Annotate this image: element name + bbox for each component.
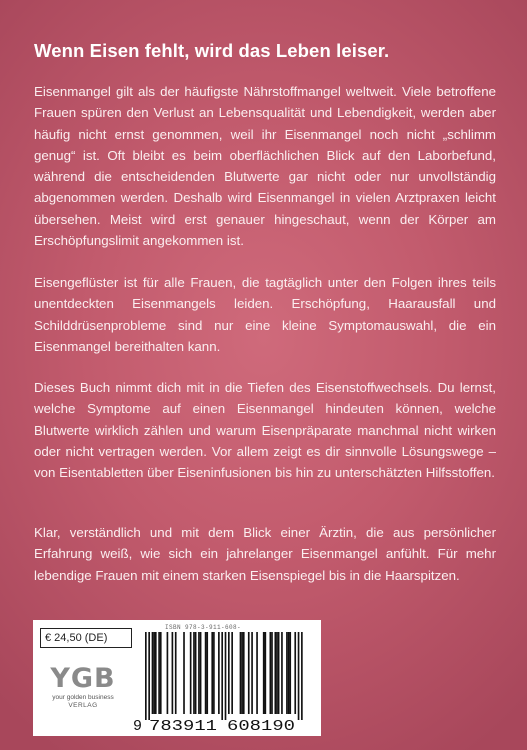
- barcode-bar: [198, 632, 200, 714]
- barcode-bar: [145, 632, 147, 720]
- barcode-bar: [270, 632, 272, 714]
- barcode-bar: [213, 632, 215, 714]
- barcode-bar: [289, 632, 291, 714]
- barcode-bar: [276, 632, 278, 714]
- barcode-first-digit: 9: [133, 718, 143, 732]
- barcode-bar: [256, 632, 258, 714]
- barcode-bar: [190, 632, 192, 714]
- publisher-logo-mark: YGB: [50, 663, 116, 694]
- barcode-bar: [160, 632, 162, 714]
- barcode-bar: [206, 632, 208, 714]
- barcode-bar: [228, 632, 230, 714]
- barcode-bar: [205, 632, 207, 714]
- barcode-bar: [298, 632, 300, 720]
- barcode-bar: [263, 632, 265, 714]
- publisher-logo: [43, 665, 123, 710]
- publisher-imprint: VERLAG: [68, 702, 98, 709]
- barcode-bar: [288, 632, 290, 714]
- barcode-bar: [183, 632, 185, 714]
- barcode-bar: [265, 632, 267, 714]
- barcode-bar: [294, 632, 296, 714]
- barcode-bar: [175, 632, 177, 714]
- barcode-bar: [240, 632, 242, 714]
- barcode-label: [33, 620, 321, 736]
- barcode-bar: [193, 632, 195, 714]
- barcode-bar: [301, 632, 303, 720]
- barcode-bar: [271, 632, 273, 714]
- barcode-bar: [172, 632, 174, 714]
- barcode-bar: [155, 632, 157, 714]
- barcode-bar: [218, 632, 220, 714]
- barcode-bar: [148, 632, 150, 720]
- barcode-bar: [274, 632, 276, 714]
- ean-barcode: [133, 632, 313, 732]
- barcode-left-digits: 783911: [149, 718, 217, 732]
- barcode-bar: [248, 632, 250, 714]
- blurb-paragraph-1: Eisenmangel gilt als der häufigste Nährstoffmangel weltweit. Viele betroffene Frauen spüren den Verlust an Lebensqualität und Lebendigkeit, werden aber häufig nicht ernst genommen, weil ihr Eisenmangel noch nicht „schlimm genug“ ist. Oft bleibt es beim oberflächlichen Blick auf den Laborbefund, während die entscheidenden Blutwerte gar nicht oder nur unvollständig abgenommen werden. Deshalb wird Eisenmangel in vielen Arztpraxen leicht übersehen. Meist wird erst genauer hingeschaut, wenn der Körper am Erschöpfungslimit angekommen ist.: [34, 84, 496, 249]
- barcode-bar: [241, 632, 243, 714]
- barcode-bar: [167, 632, 169, 714]
- blurb-paragraph-4: Klar, verständlich und mit dem Blick einer Ärztin, die aus persönlicher Erfahrung weiß, wie sich ein jahrelanger Eisenmangel anfühlt. Für mehr lebendige Frauen mit einem starken Eisenspiegel bis in die Haarspitzen.: [34, 525, 496, 583]
- barcode-bar: [281, 632, 283, 714]
- blurb-paragraph-2: Eisengeflüster ist für alle Frauen, die tagtäglich unter den Folgen ihres teils unentdeckten Eisenmangels leiden. Erschöpfung, Haarausfall und Schilddrüsenprobleme sind nur eine kleine Symptomauswahl, die ein Eisenmangel bereithalten kann.: [34, 275, 496, 354]
- barcode-bar: [221, 632, 223, 720]
- barcode-bar: [200, 632, 202, 714]
- barcode-bar: [153, 632, 155, 714]
- cover-headline: Wenn Eisen fehlt, wird das Leben leiser.: [34, 40, 390, 61]
- barcode-bar: [286, 632, 288, 714]
- barcode-bar: [195, 632, 197, 714]
- barcode-bar: [225, 632, 227, 720]
- publisher-name: your golden business: [52, 694, 114, 701]
- barcode-bar: [251, 632, 253, 714]
- barcode-bar: [243, 632, 245, 714]
- barcode-bar: [152, 632, 154, 714]
- barcode-bar: [231, 632, 233, 714]
- barcode-bar: [158, 632, 160, 714]
- barcode-bar: [211, 632, 213, 714]
- blurb-paragraph-3: Dieses Buch nimmt dich mit in die Tiefen des Eisenstoffwechsels. Du lernst, welche Symptome auf einen Eisenmangel hindeuten können, welche Blutwerte wirklich zählen und warum Eisenpräparate manchmal nicht wirken oder nicht vertragen werden. Vor allem zeigt es dir sinnvolle Lösungswege – von Eisentabletten über Eiseninfusionen bis hin zu unterschätzten Hilfsstoffen.: [34, 380, 496, 481]
- price-tag: € 24,50 (DE): [40, 628, 132, 648]
- isbn-text: ISBN 978-3-911-608-: [165, 624, 242, 631]
- barcode-bar: [278, 632, 280, 714]
- barcode-right-digits: 608190: [227, 718, 295, 732]
- barcode-bars: [145, 632, 303, 720]
